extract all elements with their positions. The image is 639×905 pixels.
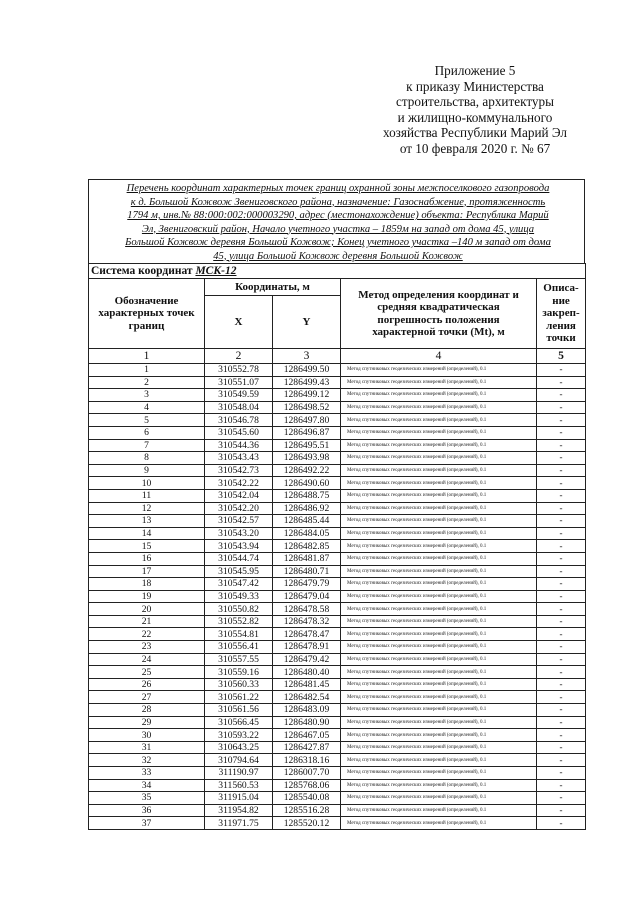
table-row — [89, 817, 586, 830]
y-coordinate: 1286480.40 — [273, 666, 341, 679]
caption-line: 1794 м, инв.№ 88:000:002:000003290, адрес (местонахождение) объекта: Республика Марий — [127, 210, 549, 221]
description-cell: - — [537, 426, 586, 439]
table-row — [89, 515, 586, 528]
description-cell: - — [537, 729, 586, 742]
x-coordinate: 310548.04 — [205, 401, 273, 414]
method-cell: Метод спутниковых геодезических измерений (определений), 0.1 — [341, 666, 537, 679]
x-coordinate: 310552.82 — [205, 615, 273, 628]
method-cell: Метод спутниковых геодезических измерений (определений), 0.1 — [341, 653, 537, 666]
point-number: 18 — [89, 578, 205, 591]
point-number: 29 — [89, 716, 205, 729]
point-number: 25 — [89, 666, 205, 679]
method-cell: Метод спутниковых геодезических измерений (определений), 0.1 — [341, 401, 537, 414]
description-cell: - — [537, 641, 586, 654]
table-row — [89, 779, 586, 792]
table-row — [89, 641, 586, 654]
table-caption — [94, 182, 582, 263]
method-cell: Метод спутниковых геодезических измерений (определений), 0.1 — [341, 364, 537, 377]
x-coordinate: 311971.75 — [205, 817, 273, 830]
x-coordinate: 310552.78 — [205, 364, 273, 377]
point-number: 37 — [89, 817, 205, 830]
point-number: 10 — [89, 477, 205, 490]
y-coordinate: 1286483.09 — [273, 704, 341, 717]
table-row — [89, 678, 586, 691]
x-coordinate: 310542.73 — [205, 464, 273, 477]
point-number: 8 — [89, 452, 205, 465]
x-coordinate: 310643.25 — [205, 741, 273, 754]
table-row — [89, 653, 586, 666]
description-cell: - — [537, 741, 586, 754]
table-row — [89, 489, 586, 502]
description-cell: - — [537, 401, 586, 414]
method-cell: Метод спутниковых геодезических измерений (определений), 0.1 — [341, 641, 537, 654]
method-cell: Метод спутниковых геодезических измерений (определений), 0.1 — [341, 691, 537, 704]
table-row — [89, 364, 586, 377]
appendix-header — [350, 63, 600, 157]
method-cell: Метод спутниковых геодезических измерений (определений), 0.1 — [341, 817, 537, 830]
appendix-line: и жилищно-коммунального — [397, 109, 553, 125]
coordinate-system — [89, 264, 586, 279]
y-header: Y — [273, 296, 341, 349]
point-number: 9 — [89, 464, 205, 477]
appendix-line: к приказу Министерства — [406, 78, 544, 94]
description-cell: - — [537, 489, 586, 502]
appendix-line: Приложение 5 — [434, 63, 516, 78]
method-cell: Метод спутниковых геодезических измерений (определений), 0.1 — [341, 439, 537, 452]
table-row — [89, 439, 586, 452]
method-cell: Метод спутниковых геодезических измерений (определений), 0.1 — [341, 376, 537, 389]
table-row — [89, 804, 586, 817]
table-row — [89, 741, 586, 754]
table-row — [89, 389, 586, 402]
y-coordinate: 1286499.12 — [273, 389, 341, 402]
description-cell: - — [537, 603, 586, 616]
x-coordinate: 310542.20 — [205, 502, 273, 515]
y-coordinate: 1286484.05 — [273, 527, 341, 540]
table-row — [89, 615, 586, 628]
x-coordinate: 310543.43 — [205, 452, 273, 465]
y-coordinate: 1286479.79 — [273, 578, 341, 591]
column-number: 2 — [205, 349, 273, 364]
table-row — [89, 767, 586, 780]
method-cell: Метод спутниковых геодезических измерений (определений), 0.1 — [341, 716, 537, 729]
coordinate-system-label: Система координат — [91, 265, 193, 277]
point-number: 15 — [89, 540, 205, 553]
method-cell: Метод спутниковых геодезических измерений (определений), 0.1 — [341, 502, 537, 515]
table-row — [89, 477, 586, 490]
x-coordinate: 310593.22 — [205, 729, 273, 742]
description-cell: - — [537, 565, 586, 578]
point-number: 35 — [89, 792, 205, 805]
x-coordinate: 310545.95 — [205, 565, 273, 578]
description-cell: - — [537, 704, 586, 717]
x-coordinate: 310556.41 — [205, 641, 273, 654]
method-cell: Метод спутниковых геодезических измерений (определений), 0.1 — [341, 464, 537, 477]
y-coordinate: 1286478.58 — [273, 603, 341, 616]
header-row — [89, 279, 586, 296]
y-coordinate: 1286499.50 — [273, 364, 341, 377]
x-coordinate: 310542.04 — [205, 489, 273, 502]
method-cell: Метод спутниковых геодезических измерений (определений), 0.1 — [341, 678, 537, 691]
method-cell: Метод спутниковых геодезических измерений (определений), 0.1 — [341, 603, 537, 616]
description-cell: - — [537, 779, 586, 792]
description-cell: - — [537, 578, 586, 591]
appendix-line: хозяйства Республики Марий Эл — [383, 125, 567, 141]
description-cell: - — [537, 628, 586, 641]
table-row — [89, 565, 586, 578]
method-cell: Метод спутниковых геодезических измерений (определений), 0.1 — [341, 540, 537, 553]
column-number: 5 — [537, 349, 586, 364]
y-coordinate: 1286490.60 — [273, 477, 341, 490]
description-cell: - — [537, 653, 586, 666]
table-row — [89, 578, 586, 591]
caption-line: к д. Большой Кожвож Звениговского района, назначение: Газоснабжение, протяженность — [130, 196, 546, 208]
description-cell: - — [537, 364, 586, 377]
point-number: 24 — [89, 653, 205, 666]
x-coordinate: 310559.16 — [205, 666, 273, 679]
table-row — [89, 376, 586, 389]
description-cell: - — [537, 691, 586, 704]
method-cell: Метод спутниковых геодезических измерений (определений), 0.1 — [341, 615, 537, 628]
y-coordinate: 1286498.52 — [273, 401, 341, 414]
x-coordinate: 310560.33 — [205, 678, 273, 691]
y-coordinate: 1286496.87 — [273, 426, 341, 439]
method-cell: Метод спутниковых геодезических измерений (определений), 0.1 — [341, 552, 537, 565]
description-cell: - — [537, 666, 586, 679]
point-number: 6 — [89, 426, 205, 439]
method-cell: Метод спутниковых геодезических измерений (определений), 0.1 — [341, 767, 537, 780]
x-coordinate: 310561.56 — [205, 704, 273, 717]
table-row — [89, 552, 586, 565]
table-row — [89, 704, 586, 717]
point-number: 36 — [89, 804, 205, 817]
y-coordinate: 1286482.54 — [273, 691, 341, 704]
description-cell: - — [537, 464, 586, 477]
point-number: 22 — [89, 628, 205, 641]
method-cell: Метод спутниковых геодезических измерений (определений), 0.1 — [341, 804, 537, 817]
y-coordinate: 1286427.87 — [273, 741, 341, 754]
x-coordinate: 310794.64 — [205, 754, 273, 767]
table-row — [89, 716, 586, 729]
y-coordinate: 1286486.92 — [273, 502, 341, 515]
description-cell: - — [537, 792, 586, 805]
table-row — [89, 426, 586, 439]
y-coordinate: 1285540.08 — [273, 792, 341, 805]
description-cell: - — [537, 389, 586, 402]
caption-line: Эл, Звениговский район, Начало учетного участка – 1859м на запад от дома 45, улица — [141, 223, 535, 235]
method-cell: Метод спутниковых геодезических измерений (определений), 0.1 — [341, 628, 537, 641]
method-cell: Метод спутниковых геодезических измерений (определений), 0.1 — [341, 729, 537, 742]
method-cell: Метод спутниковых геодезических измерений (определений), 0.1 — [341, 578, 537, 591]
description-cell: - — [537, 817, 586, 830]
x-coordinate: 310557.55 — [205, 653, 273, 666]
point-number: 20 — [89, 603, 205, 616]
point-number: 34 — [89, 779, 205, 792]
appendix-line: от 10 февраля 2020 г. № 67 — [399, 140, 551, 156]
coordinates-table — [88, 263, 586, 830]
point-number: 30 — [89, 729, 205, 742]
description-cell: - — [537, 590, 586, 603]
point-number: 31 — [89, 741, 205, 754]
description-cell: - — [537, 452, 586, 465]
y-coordinate: 1286485.44 — [273, 515, 341, 528]
method-cell: Метод спутниковых геодезических измерений (определений), 0.1 — [341, 741, 537, 754]
y-coordinate: 1285520.12 — [273, 817, 341, 830]
column-number: 1 — [89, 349, 205, 364]
y-coordinate: 1286478.47 — [273, 628, 341, 641]
method-cell: Метод спутниковых геодезических измерений (определений), 0.1 — [341, 779, 537, 792]
table-row — [89, 666, 586, 679]
description-cell: - — [537, 515, 586, 528]
y-coordinate: 1286481.45 — [273, 678, 341, 691]
caption-line: Большой Кожвож деревня Большой Кожвож; Конец учетного участка –140 м запад от дома — [125, 237, 551, 248]
method-cell: Метод спутниковых геодезических измерений (определений), 0.1 — [341, 565, 537, 578]
table-row — [89, 603, 586, 616]
y-coordinate: 1286495.51 — [273, 439, 341, 452]
method-cell: Метод спутниковых геодезических измерений (определений), 0.1 — [341, 414, 537, 427]
y-coordinate: 1285768.06 — [273, 779, 341, 792]
y-coordinate: 1286480.71 — [273, 565, 341, 578]
appendix-line: строительства, архитектуры — [396, 94, 554, 110]
point-number: 21 — [89, 615, 205, 628]
point-number: 26 — [89, 678, 205, 691]
x-coordinate: 310549.33 — [205, 590, 273, 603]
column-number: 4 — [341, 349, 537, 364]
method-cell: Метод спутниковых геодезических измерений (определений), 0.1 — [341, 590, 537, 603]
method-cell: Метод спутниковых геодезических измерений (определений), 0.1 — [341, 389, 537, 402]
description-cell: - — [537, 376, 586, 389]
point-number: 2 — [89, 376, 205, 389]
y-coordinate: 1286479.04 — [273, 590, 341, 603]
description-cell: - — [537, 716, 586, 729]
table-row — [89, 691, 586, 704]
y-coordinate: 1286467.05 — [273, 729, 341, 742]
table-row — [89, 792, 586, 805]
table-row — [89, 464, 586, 477]
description-header: Описа-ние закреп-ления точки — [537, 279, 586, 349]
point-number: 16 — [89, 552, 205, 565]
method-cell: Метод спутниковых геодезических измерений (определений), 0.1 — [341, 527, 537, 540]
point-number: 3 — [89, 389, 205, 402]
table-body — [89, 364, 586, 830]
method-cell: Метод спутниковых геодезических измерений (определений), 0.1 — [341, 452, 537, 465]
x-coordinate: 310549.59 — [205, 389, 273, 402]
x-coordinate: 310543.94 — [205, 540, 273, 553]
table-row — [89, 628, 586, 641]
y-coordinate: 1286488.75 — [273, 489, 341, 502]
point-number: 5 — [89, 414, 205, 427]
point-number: 13 — [89, 515, 205, 528]
table-row — [89, 754, 586, 767]
description-cell: - — [537, 414, 586, 427]
x-coordinate: 310542.57 — [205, 515, 273, 528]
method-cell: Метод спутниковых геодезических измерений (определений), 0.1 — [341, 704, 537, 717]
point-number: 7 — [89, 439, 205, 452]
x-coordinate: 311954.82 — [205, 804, 273, 817]
table-row — [89, 540, 586, 553]
y-coordinate: 1286492.22 — [273, 464, 341, 477]
designation-header: Обозначение характерных точек границ — [89, 279, 205, 349]
caption-line: Перечень координат характерных точек границ охранной зоны межпоселкового газопровода — [126, 183, 550, 194]
x-coordinate: 310551.07 — [205, 376, 273, 389]
point-number: 27 — [89, 691, 205, 704]
x-coordinate: 310542.22 — [205, 477, 273, 490]
description-cell: - — [537, 527, 586, 540]
point-number: 1 — [89, 364, 205, 377]
y-coordinate: 1285516.28 — [273, 804, 341, 817]
description-cell: - — [537, 540, 586, 553]
coordinates-header: Координаты, м — [205, 279, 341, 296]
y-coordinate: 1286478.32 — [273, 615, 341, 628]
column-number: 3 — [273, 349, 341, 364]
method-cell: Метод спутниковых геодезических измерений (определений), 0.1 — [341, 792, 537, 805]
table-row — [89, 401, 586, 414]
x-coordinate: 310543.20 — [205, 527, 273, 540]
description-cell: - — [537, 477, 586, 490]
point-number: 33 — [89, 767, 205, 780]
point-number: 23 — [89, 641, 205, 654]
y-coordinate: 1286499.43 — [273, 376, 341, 389]
y-coordinate: 1286497.80 — [273, 414, 341, 427]
method-cell: Метод спутниковых геодезических измерений (определений), 0.1 — [341, 426, 537, 439]
y-coordinate: 1286007.70 — [273, 767, 341, 780]
description-cell: - — [537, 804, 586, 817]
method-cell: Метод спутниковых геодезических измерений (определений), 0.1 — [341, 515, 537, 528]
x-coordinate: 310547.42 — [205, 578, 273, 591]
point-number: 4 — [89, 401, 205, 414]
y-coordinate: 1286318.16 — [273, 754, 341, 767]
description-cell: - — [537, 767, 586, 780]
point-number: 12 — [89, 502, 205, 515]
table-row — [89, 452, 586, 465]
x-coordinate: 310544.74 — [205, 552, 273, 565]
description-cell: - — [537, 502, 586, 515]
description-cell: - — [537, 552, 586, 565]
x-coordinate: 311560.53 — [205, 779, 273, 792]
x-coordinate: 310550.82 — [205, 603, 273, 616]
y-coordinate: 1286481.87 — [273, 552, 341, 565]
x-coordinate: 310544.36 — [205, 439, 273, 452]
y-coordinate: 1286482.85 — [273, 540, 341, 553]
y-coordinate: 1286479.42 — [273, 653, 341, 666]
coordinate-system-row — [89, 264, 586, 279]
method-cell: Метод спутниковых геодезических измерений (определений), 0.1 — [341, 754, 537, 767]
caption-line: 45, улица Большой Кожвож деревня Большой Кожвож — [213, 250, 463, 262]
table-row — [89, 527, 586, 540]
method-cell: Метод спутниковых геодезических измерений (определений), 0.1 — [341, 477, 537, 490]
x-coordinate: 310545.60 — [205, 426, 273, 439]
y-coordinate: 1286480.90 — [273, 716, 341, 729]
table-row — [89, 502, 586, 515]
x-coordinate: 311190.97 — [205, 767, 273, 780]
coordinate-system-value: МСК-12 — [195, 265, 237, 277]
column-number-row — [89, 349, 586, 364]
x-coordinate: 310546.78 — [205, 414, 273, 427]
method-cell: Метод спутниковых геодезических измерений (определений), 0.1 — [341, 489, 537, 502]
table-row — [89, 729, 586, 742]
y-coordinate: 1286478.91 — [273, 641, 341, 654]
x-header: X — [205, 296, 273, 349]
method-header: Метод определения координат и средняя квадратическая погрешность положения характерной точки (Mt), м — [341, 279, 537, 349]
point-number: 14 — [89, 527, 205, 540]
point-number: 17 — [89, 565, 205, 578]
y-coordinate: 1286493.98 — [273, 452, 341, 465]
description-cell: - — [537, 439, 586, 452]
point-number: 32 — [89, 754, 205, 767]
table-row — [89, 414, 586, 427]
point-number: 19 — [89, 590, 205, 603]
x-coordinate: 310554.81 — [205, 628, 273, 641]
table-row — [89, 590, 586, 603]
x-coordinate: 310566.45 — [205, 716, 273, 729]
description-cell: - — [537, 754, 586, 767]
point-number: 28 — [89, 704, 205, 717]
x-coordinate: 310561.22 — [205, 691, 273, 704]
x-coordinate: 311915.04 — [205, 792, 273, 805]
description-cell: - — [537, 678, 586, 691]
description-cell: - — [537, 615, 586, 628]
point-number: 11 — [89, 489, 205, 502]
